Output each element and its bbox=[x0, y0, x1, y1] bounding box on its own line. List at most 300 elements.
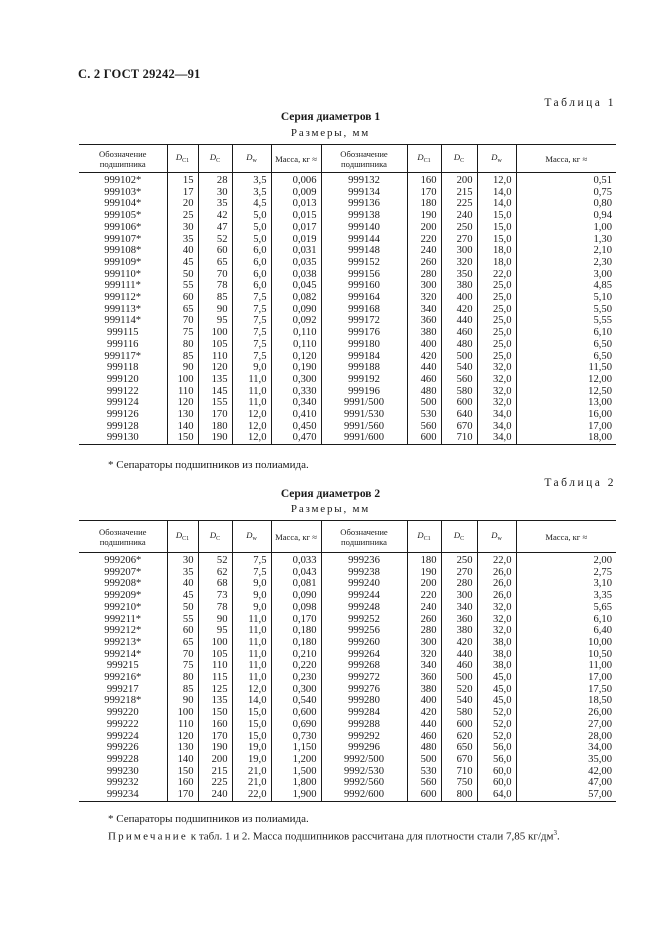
cell-mass: 28,00 bbox=[516, 731, 616, 743]
cell-designation: 999188 bbox=[321, 362, 407, 374]
cell-dc: 200 bbox=[198, 754, 232, 766]
cell-dc: 95 bbox=[198, 315, 232, 327]
cell-dc: 280 bbox=[441, 578, 477, 590]
cell-dw: 38,0 bbox=[477, 637, 516, 649]
cell-dw: 15,0 bbox=[232, 707, 271, 719]
cell-mass: 11,50 bbox=[516, 362, 616, 374]
cell-dc: 215 bbox=[441, 187, 477, 199]
cell-dw: 25,0 bbox=[477, 339, 516, 351]
cell-dc1: 400 bbox=[407, 339, 441, 351]
cell-designation: 999107* bbox=[104, 233, 142, 245]
cell-dw: 14,0 bbox=[232, 695, 271, 707]
cell-designation: 999213* bbox=[104, 636, 142, 648]
cell-mass: 3,10 bbox=[516, 578, 616, 590]
cell-designation: 999140 bbox=[321, 222, 407, 234]
table-row bbox=[79, 315, 616, 327]
cell-mass: 0,180 bbox=[271, 625, 321, 637]
table-row bbox=[79, 374, 616, 386]
table-row bbox=[79, 707, 616, 719]
cell-mass: 3,00 bbox=[516, 269, 616, 281]
table-row bbox=[79, 351, 616, 363]
cell-mass: 2,75 bbox=[516, 567, 616, 579]
cell-dw: 18,0 bbox=[477, 245, 516, 257]
cell-dc: 110 bbox=[198, 660, 232, 672]
cell-designation: 999102* bbox=[104, 175, 142, 186]
cell-dc1: 380 bbox=[407, 327, 441, 339]
cell-designation: 999215 bbox=[106, 660, 139, 672]
cell-dw: 3,5 bbox=[232, 173, 271, 187]
column-header-dc1: $D_{C1}$ bbox=[407, 521, 441, 553]
cell-dc1: 30 bbox=[167, 222, 198, 234]
table-row bbox=[79, 614, 616, 626]
cell-mass: 10,50 bbox=[516, 649, 616, 661]
cell-dw: 52,0 bbox=[477, 707, 516, 719]
cell-dc: 670 bbox=[441, 421, 477, 433]
cell-dw: 25,0 bbox=[477, 351, 516, 363]
cell-dc1: 340 bbox=[407, 304, 441, 316]
cell-designation: 999148 bbox=[321, 245, 407, 257]
cell-dc: 105 bbox=[198, 339, 232, 351]
cell-dc1: 15 bbox=[167, 173, 198, 187]
cell-mass: 2,30 bbox=[516, 257, 616, 269]
cell-dc: 500 bbox=[441, 351, 477, 363]
cell-dc1: 90 bbox=[167, 362, 198, 374]
cell-designation: 999280 bbox=[321, 695, 407, 707]
cell-mass: 0,013 bbox=[271, 198, 321, 210]
cell-dc: 42 bbox=[198, 210, 232, 222]
table-row bbox=[79, 362, 616, 374]
cell-dc1: 90 bbox=[167, 695, 198, 707]
cell-mass: 0,220 bbox=[271, 660, 321, 672]
cell-mass: 0,300 bbox=[271, 374, 321, 386]
cell-mass: 1,900 bbox=[271, 789, 321, 801]
cell-dc1: 40 bbox=[167, 578, 198, 590]
cell-designation: 999256 bbox=[321, 625, 407, 637]
cell-mass: 5,50 bbox=[516, 304, 616, 316]
cell-dw: 11,0 bbox=[232, 672, 271, 684]
cell-mass: 2,10 bbox=[516, 245, 616, 257]
cell-dw: 32,0 bbox=[477, 397, 516, 409]
column-header-dc: $D_C$ bbox=[441, 145, 477, 173]
cell-dw: 11,0 bbox=[232, 386, 271, 398]
cell-designation: 9992/560 bbox=[321, 777, 407, 789]
cell-dc: 78 bbox=[198, 602, 232, 614]
cell-dw: 64,0 bbox=[477, 789, 516, 801]
cell-designation: 999114* bbox=[104, 315, 142, 327]
cell-mass: 0,230 bbox=[271, 672, 321, 684]
cell-designation: 999108* bbox=[104, 245, 142, 257]
cell-mass: 1,30 bbox=[516, 234, 616, 246]
cell-dc: 250 bbox=[441, 222, 477, 234]
cell-dc1: 50 bbox=[167, 602, 198, 614]
cell-dc: 170 bbox=[198, 731, 232, 743]
cell-dw: 32,0 bbox=[477, 374, 516, 386]
note-end: . bbox=[556, 830, 560, 843]
cell-dw: 11,0 bbox=[232, 660, 271, 672]
cell-dc: 480 bbox=[441, 339, 477, 351]
cell-dc: 110 bbox=[198, 351, 232, 363]
cell-dc1: 70 bbox=[167, 315, 198, 327]
cell-mass: 0,340 bbox=[271, 397, 321, 409]
cell-dc: 73 bbox=[198, 590, 232, 602]
cell-designation: 999110* bbox=[104, 268, 142, 280]
cell-dc: 225 bbox=[198, 777, 232, 789]
cell-dc: 47 bbox=[198, 222, 232, 234]
cell-dc1: 120 bbox=[167, 397, 198, 409]
cell-designation: 999103* bbox=[104, 186, 142, 198]
table-row bbox=[79, 672, 616, 684]
cell-dc: 85 bbox=[198, 292, 232, 304]
cell-dc1: 600 bbox=[407, 432, 441, 444]
cell-dc1: 170 bbox=[407, 187, 441, 199]
cell-dc1: 140 bbox=[167, 421, 198, 433]
column-header-dc1: $D_{C1}$ bbox=[167, 521, 198, 553]
cell-dc: 710 bbox=[441, 432, 477, 444]
cell-dc1: 220 bbox=[407, 590, 441, 602]
cell-dc1: 240 bbox=[407, 245, 441, 257]
cell-dw: 32,0 bbox=[477, 362, 516, 374]
cell-dc1: 480 bbox=[407, 386, 441, 398]
cell-dc1: 500 bbox=[407, 397, 441, 409]
cell-dw: 3,5 bbox=[232, 187, 271, 199]
cell-mass: 1,800 bbox=[271, 777, 321, 789]
cell-mass: 0,015 bbox=[271, 210, 321, 222]
cell-mass: 18,50 bbox=[516, 695, 616, 707]
table-row bbox=[79, 234, 616, 246]
cell-designation: 999240 bbox=[321, 578, 407, 590]
cell-dc: 540 bbox=[441, 695, 477, 707]
table-row bbox=[79, 409, 616, 421]
cell-mass: 0,51 bbox=[516, 173, 616, 187]
cell-dc1: 50 bbox=[167, 269, 198, 281]
cell-designation: 999104* bbox=[104, 198, 142, 210]
cell-mass: 1,200 bbox=[271, 754, 321, 766]
cell-dw: 15,0 bbox=[232, 731, 271, 743]
cell-dc: 155 bbox=[198, 397, 232, 409]
cell-dc1: 380 bbox=[407, 684, 441, 696]
cell-dc: 620 bbox=[441, 731, 477, 743]
column-header-dw: $D_w$ bbox=[477, 145, 516, 173]
cell-dc1: 85 bbox=[167, 351, 198, 363]
column-header-designation: Обозначение подшипника bbox=[79, 521, 167, 553]
table-row bbox=[79, 397, 616, 409]
cell-mass: 1,00 bbox=[516, 222, 616, 234]
cell-dc1: 260 bbox=[407, 614, 441, 626]
cell-designation: 999276 bbox=[321, 684, 407, 696]
cell-dc1: 85 bbox=[167, 684, 198, 696]
table-row bbox=[79, 777, 616, 789]
cell-dc: 500 bbox=[441, 672, 477, 684]
cell-designation: 9991/500 bbox=[321, 397, 407, 409]
table-row bbox=[79, 578, 616, 590]
cell-dc: 270 bbox=[441, 567, 477, 579]
cell-dc: 30 bbox=[198, 187, 232, 199]
table-row bbox=[79, 198, 616, 210]
cell-mass: 0,031 bbox=[271, 245, 321, 257]
cell-mass: 35,00 bbox=[516, 754, 616, 766]
table-row bbox=[79, 637, 616, 649]
cell-dc: 460 bbox=[441, 327, 477, 339]
cell-dc: 440 bbox=[441, 649, 477, 661]
cell-dw: 7,5 bbox=[232, 304, 271, 316]
table-row bbox=[79, 695, 616, 707]
cell-mass: 0,033 bbox=[271, 553, 321, 567]
cell-dc1: 530 bbox=[407, 766, 441, 778]
cell-designation: 999111* bbox=[104, 280, 141, 292]
cell-dw: 45,0 bbox=[477, 684, 516, 696]
cell-dw: 5,0 bbox=[232, 222, 271, 234]
cell-dc1: 190 bbox=[407, 210, 441, 222]
cell-dc1: 240 bbox=[407, 602, 441, 614]
cell-mass: 0,043 bbox=[271, 567, 321, 579]
cell-dw: 5,0 bbox=[232, 234, 271, 246]
cell-designation: 999120 bbox=[106, 373, 139, 385]
cell-dc1: 180 bbox=[407, 553, 441, 567]
cell-mass: 0,082 bbox=[271, 292, 321, 304]
cell-mass: 6,10 bbox=[516, 327, 616, 339]
cell-dc: 420 bbox=[441, 637, 477, 649]
table-row bbox=[79, 173, 616, 187]
cell-designation: 999134 bbox=[321, 187, 407, 199]
cell-dw: 6,0 bbox=[232, 245, 271, 257]
cell-designation: 999168 bbox=[321, 304, 407, 316]
cell-dc1: 560 bbox=[407, 421, 441, 433]
cell-mass: 6,50 bbox=[516, 339, 616, 351]
cell-mass: 6,50 bbox=[516, 351, 616, 363]
table-row bbox=[79, 754, 616, 766]
cell-mass: 27,00 bbox=[516, 719, 616, 731]
column-header-dc: $D_C$ bbox=[198, 521, 232, 553]
cell-dc1: 150 bbox=[167, 766, 198, 778]
cell-dc1: 45 bbox=[167, 257, 198, 269]
cell-dc1: 150 bbox=[167, 432, 198, 444]
cell-dw: 60,0 bbox=[477, 777, 516, 789]
cell-dc1: 420 bbox=[407, 351, 441, 363]
table-row bbox=[79, 590, 616, 602]
cell-dc: 350 bbox=[441, 269, 477, 281]
cell-mass: 0,190 bbox=[271, 362, 321, 374]
cell-dc1: 80 bbox=[167, 339, 198, 351]
cell-designation: 999232 bbox=[106, 777, 139, 789]
cell-designation: 999228 bbox=[106, 753, 139, 765]
table-1-sizes-caption: Размеры, мм bbox=[290, 127, 371, 139]
cell-dw: 15,0 bbox=[477, 210, 516, 222]
cell-mass: 34,00 bbox=[516, 742, 616, 754]
cell-dc1: 25 bbox=[167, 210, 198, 222]
cell-designation: 999116 bbox=[107, 338, 139, 350]
cell-designation: 999216* bbox=[104, 672, 142, 684]
cell-dw: 22,0 bbox=[477, 269, 516, 281]
cell-dc1: 65 bbox=[167, 637, 198, 649]
cell-dc1: 110 bbox=[167, 386, 198, 398]
cell-dw: 15,0 bbox=[232, 719, 271, 731]
general-note bbox=[108, 829, 560, 843]
cell-mass: 0,006 bbox=[271, 173, 321, 187]
cell-dc: 225 bbox=[441, 198, 477, 210]
cell-dc: 600 bbox=[441, 397, 477, 409]
cell-dc: 68 bbox=[198, 578, 232, 590]
column-header-mass: Масса, кг ≈ bbox=[516, 145, 616, 173]
cell-designation: 999138 bbox=[321, 210, 407, 222]
table-row bbox=[79, 567, 616, 579]
cell-dw: 21,0 bbox=[232, 766, 271, 778]
cell-designation: 999109* bbox=[104, 256, 142, 268]
cell-designation: 999112* bbox=[104, 292, 142, 304]
cell-dw: 45,0 bbox=[477, 695, 516, 707]
cell-dc: 460 bbox=[441, 660, 477, 672]
table-row bbox=[79, 660, 616, 672]
cell-dc: 115 bbox=[198, 672, 232, 684]
cell-dc: 420 bbox=[441, 304, 477, 316]
cell-dc1: 17 bbox=[167, 187, 198, 199]
cell-designation: 999209* bbox=[104, 590, 142, 602]
table-2-sizes-caption: Размеры, мм bbox=[290, 503, 371, 515]
cell-designation: 999230 bbox=[106, 765, 139, 777]
table-row bbox=[79, 789, 616, 801]
cell-dc: 60 bbox=[198, 245, 232, 257]
cell-dw: 18,0 bbox=[477, 257, 516, 269]
table-2-footnote: * Сепараторы подшипников из полиамида. bbox=[108, 813, 309, 825]
cell-designation: 999218* bbox=[104, 695, 142, 707]
cell-dw: 7,5 bbox=[232, 292, 271, 304]
cell-dc1: 320 bbox=[407, 649, 441, 661]
cell-dc: 100 bbox=[198, 327, 232, 339]
cell-dc1: 40 bbox=[167, 245, 198, 257]
cell-dw: 34,0 bbox=[477, 409, 516, 421]
column-header-dc1: $D_{C1}$ bbox=[167, 145, 198, 173]
cell-dc1: 600 bbox=[407, 789, 441, 801]
cell-dc1: 200 bbox=[407, 222, 441, 234]
cell-dw: 15,0 bbox=[477, 222, 516, 234]
cell-dw: 45,0 bbox=[477, 672, 516, 684]
cell-dw: 11,0 bbox=[232, 625, 271, 637]
cell-designation: 999268 bbox=[321, 660, 407, 672]
cell-mass: 0,450 bbox=[271, 421, 321, 433]
cell-dc1: 480 bbox=[407, 742, 441, 754]
cell-designation: 999132 bbox=[321, 173, 407, 187]
cell-designation: 999220 bbox=[106, 707, 139, 719]
bearing-table-2 bbox=[79, 520, 616, 802]
cell-dc: 170 bbox=[198, 409, 232, 421]
cell-dw: 25,0 bbox=[477, 327, 516, 339]
cell-dc1: 100 bbox=[167, 374, 198, 386]
cell-designation: 999214* bbox=[104, 648, 142, 660]
table-row bbox=[79, 731, 616, 743]
cell-dw: 4,5 bbox=[232, 198, 271, 210]
cell-mass: 13,00 bbox=[516, 397, 616, 409]
cell-dw: 25,0 bbox=[477, 304, 516, 316]
cell-dw: 32,0 bbox=[477, 625, 516, 637]
cell-dc: 70 bbox=[198, 269, 232, 281]
cell-designation: 999192 bbox=[321, 374, 407, 386]
cell-dc: 35 bbox=[198, 198, 232, 210]
cell-designation: 999113* bbox=[104, 303, 142, 315]
cell-dw: 12,0 bbox=[232, 409, 271, 421]
cell-dc: 440 bbox=[441, 315, 477, 327]
table-row bbox=[79, 210, 616, 222]
cell-mass: 0,410 bbox=[271, 409, 321, 421]
cell-mass: 2,00 bbox=[516, 553, 616, 567]
cell-dc: 150 bbox=[198, 707, 232, 719]
cell-mass: 1,150 bbox=[271, 742, 321, 754]
cell-dw: 12,0 bbox=[232, 421, 271, 433]
column-header-dw: $D_w$ bbox=[232, 521, 271, 553]
cell-dw: 9,0 bbox=[232, 602, 271, 614]
cell-dc1: 140 bbox=[167, 754, 198, 766]
cell-mass: 42,00 bbox=[516, 766, 616, 778]
column-header-mass: Масса, кг ≈ bbox=[271, 145, 321, 173]
column-header-designation: Обозначение подшипника bbox=[321, 521, 407, 553]
table-row bbox=[79, 684, 616, 696]
cell-dc: 560 bbox=[441, 374, 477, 386]
table-row bbox=[79, 766, 616, 778]
cell-dc: 520 bbox=[441, 684, 477, 696]
cell-mass: 16,00 bbox=[516, 409, 616, 421]
cell-dc1: 420 bbox=[407, 707, 441, 719]
cell-dw: 19,0 bbox=[232, 742, 271, 754]
cell-designation: 999208* bbox=[104, 578, 142, 590]
cell-dc1: 170 bbox=[167, 789, 198, 801]
cell-dc1: 75 bbox=[167, 327, 198, 339]
cell-dw: 56,0 bbox=[477, 754, 516, 766]
cell-dc: 28 bbox=[198, 173, 232, 187]
cell-dw: 38,0 bbox=[477, 649, 516, 661]
cell-dc: 670 bbox=[441, 754, 477, 766]
cell-dw: 38,0 bbox=[477, 660, 516, 672]
table-row bbox=[79, 339, 616, 351]
table-row bbox=[79, 649, 616, 661]
cell-designation: 999164 bbox=[321, 292, 407, 304]
cell-dc: 250 bbox=[441, 553, 477, 567]
cell-dc: 540 bbox=[441, 362, 477, 374]
cell-dc1: 130 bbox=[167, 742, 198, 754]
cell-dc: 270 bbox=[441, 234, 477, 246]
cell-dw: 7,5 bbox=[232, 339, 271, 351]
cell-designation: 999160 bbox=[321, 280, 407, 292]
cell-dw: 14,0 bbox=[477, 187, 516, 199]
cell-dc1: 180 bbox=[407, 198, 441, 210]
cell-dw: 15,0 bbox=[477, 234, 516, 246]
cell-dc1: 70 bbox=[167, 649, 198, 661]
cell-dc1: 560 bbox=[407, 777, 441, 789]
cell-dc: 105 bbox=[198, 649, 232, 661]
cell-designation: 999136 bbox=[321, 198, 407, 210]
cell-dw: 21,0 bbox=[232, 777, 271, 789]
cell-designation: 999117* bbox=[104, 350, 142, 362]
cell-designation: 999284 bbox=[321, 707, 407, 719]
table-row bbox=[79, 245, 616, 257]
cell-mass: 11,00 bbox=[516, 660, 616, 672]
column-header-dc: $D_C$ bbox=[198, 145, 232, 173]
column-header-designation: Обозначение подшипника bbox=[321, 145, 407, 173]
cell-designation: 999217 bbox=[106, 683, 139, 695]
cell-dc1: 400 bbox=[407, 695, 441, 707]
cell-mass: 0,045 bbox=[271, 280, 321, 292]
cell-dc: 95 bbox=[198, 625, 232, 637]
cell-mass: 0,180 bbox=[271, 637, 321, 649]
cell-designation: 999224 bbox=[106, 730, 139, 742]
cell-dw: 26,0 bbox=[477, 567, 516, 579]
cell-mass: 5,65 bbox=[516, 602, 616, 614]
cell-dc1: 80 bbox=[167, 672, 198, 684]
cell-dc1: 300 bbox=[407, 637, 441, 649]
cell-dc: 240 bbox=[198, 789, 232, 801]
cell-designation: 9991/530 bbox=[321, 409, 407, 421]
table-row bbox=[79, 386, 616, 398]
table-row bbox=[79, 292, 616, 304]
cell-designation: 999106* bbox=[104, 221, 142, 233]
column-header-dc1: $D_{C1}$ bbox=[407, 145, 441, 173]
